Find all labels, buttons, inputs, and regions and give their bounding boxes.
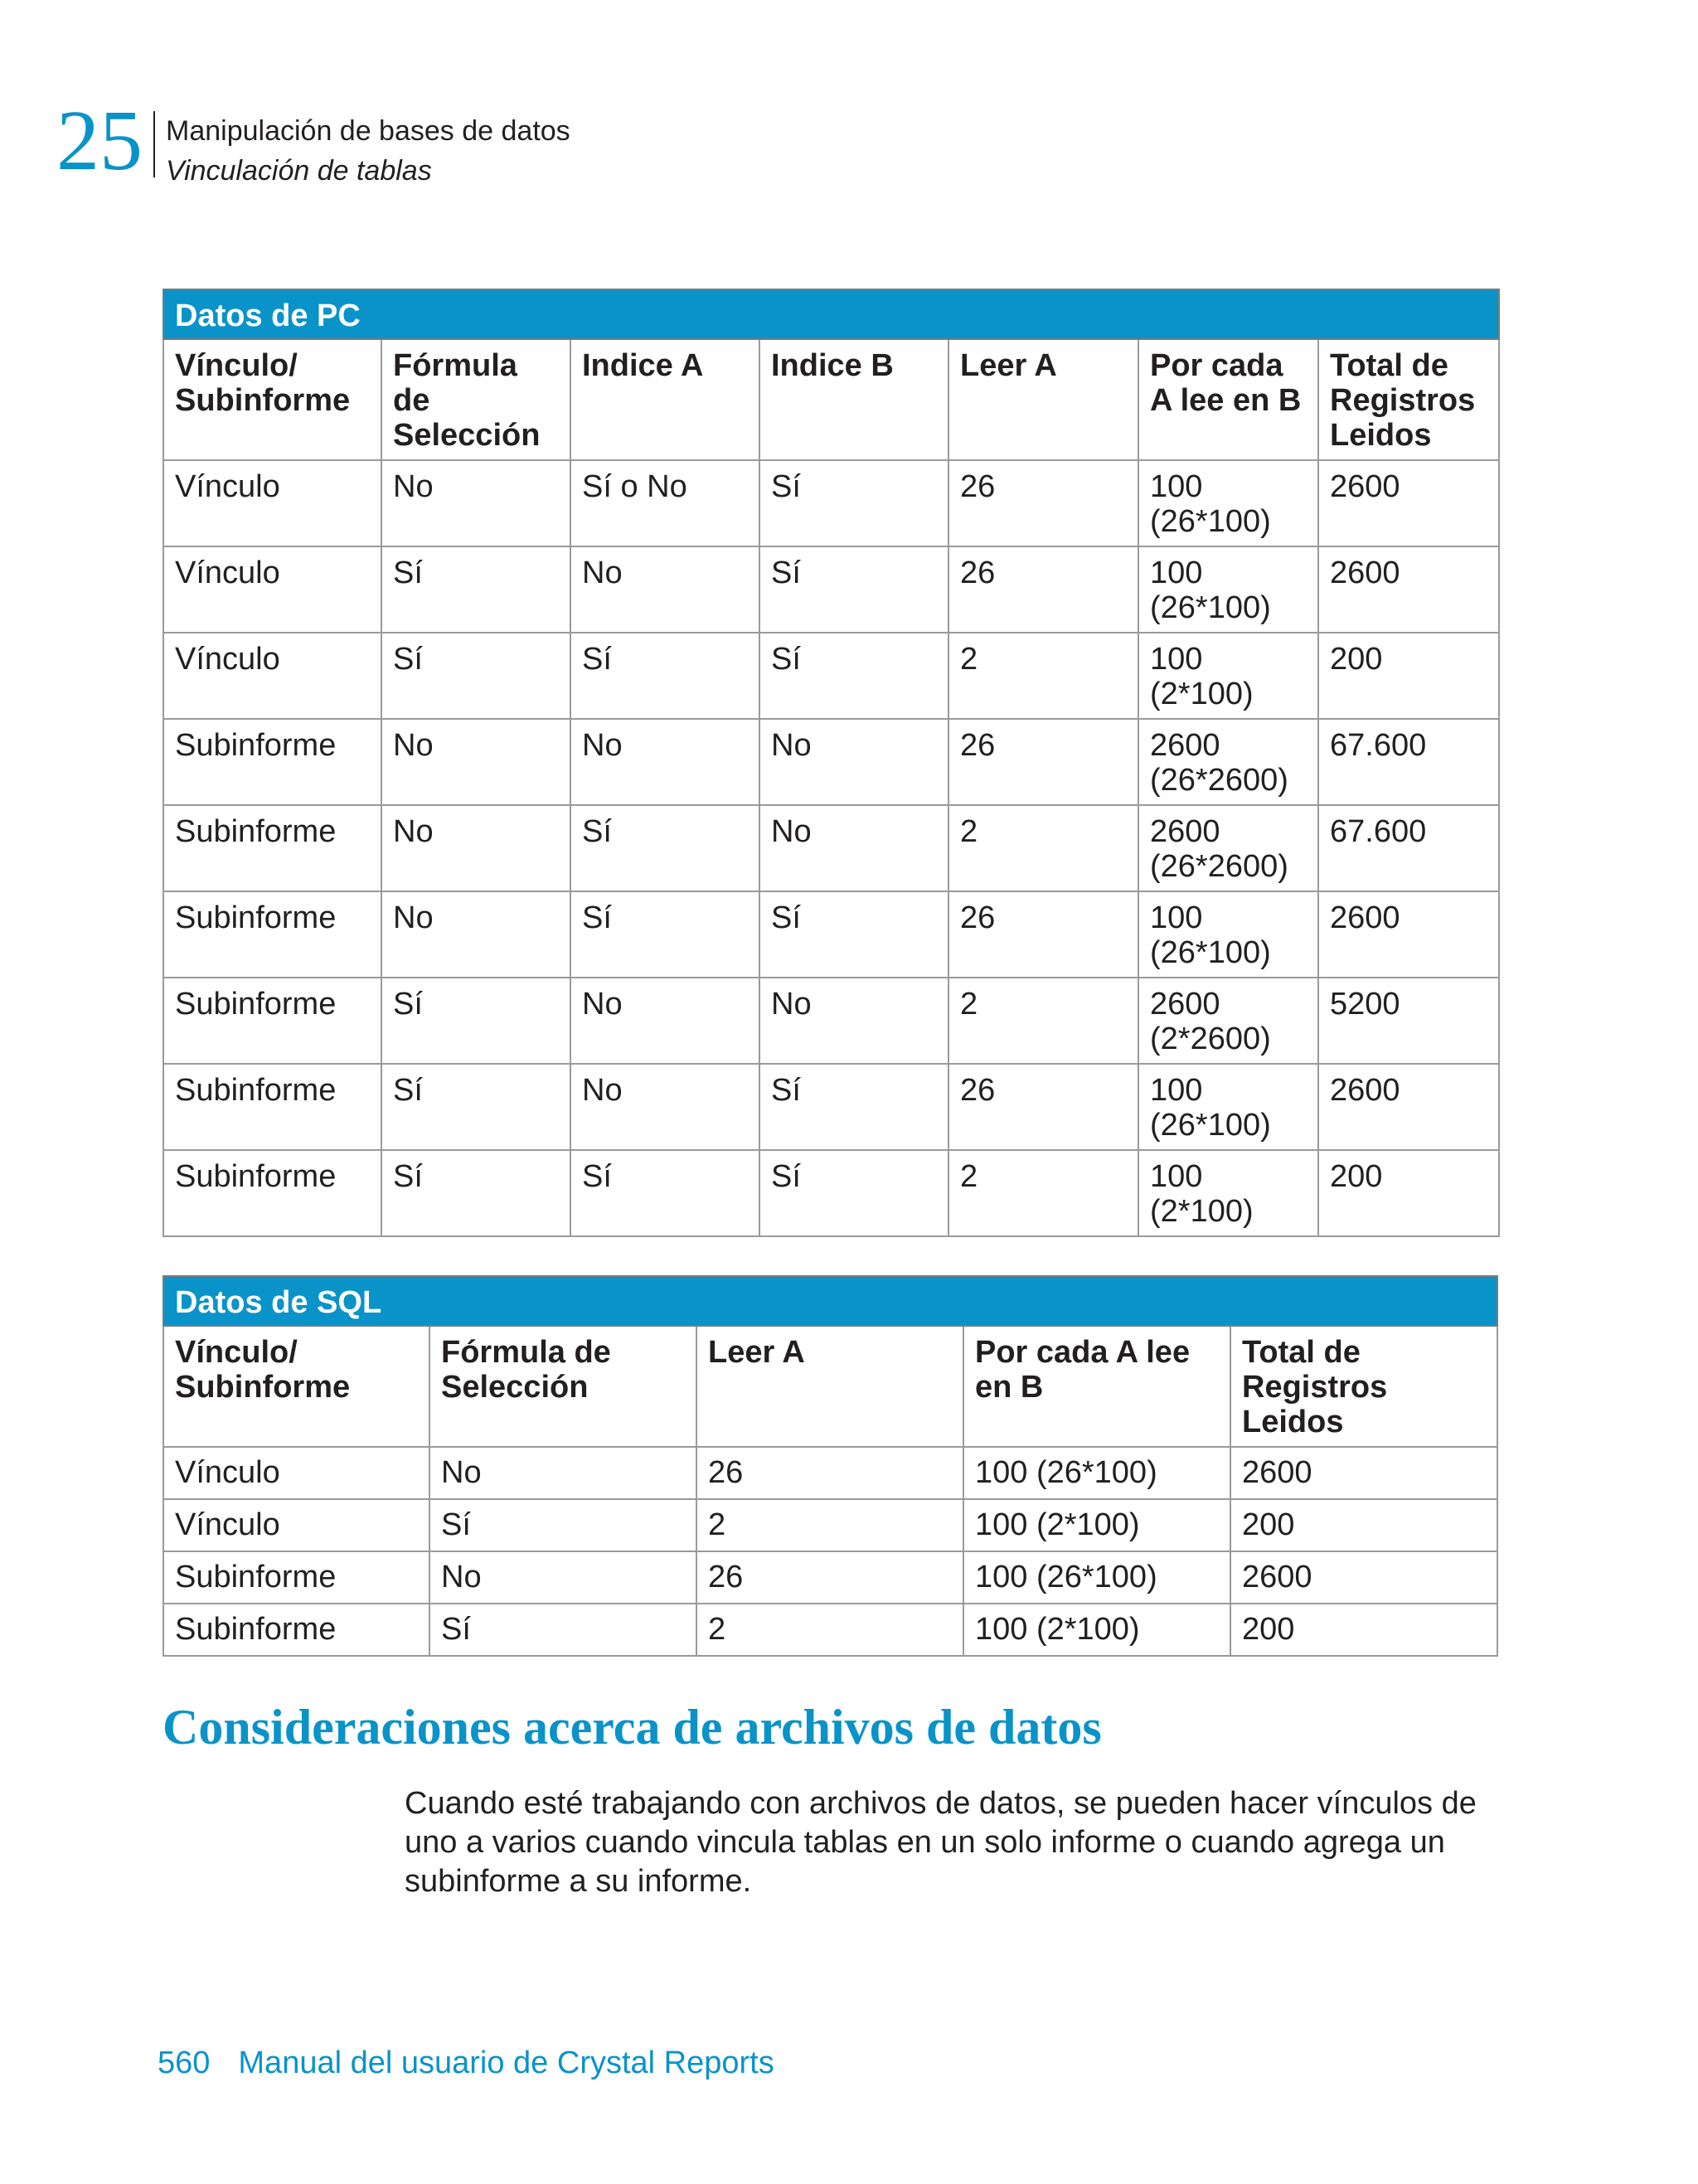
table-cell: 2600 <box>1318 891 1499 978</box>
table-cell: No <box>381 891 570 978</box>
table-cell: 2600 <box>1318 1064 1499 1150</box>
table-title-row <box>163 289 1499 339</box>
table-cell: Sí <box>759 891 948 978</box>
table-row <box>163 460 1499 546</box>
column-header: Por cada A lee en B <box>1138 339 1318 460</box>
section-heading: Consideraciones acerca de archivos de datos <box>163 1700 1102 1754</box>
column-header: Total de Registros Leidos <box>1318 339 1499 460</box>
table-cell: Subinforme <box>163 805 381 891</box>
table-cell: Subinforme <box>163 719 381 805</box>
table-cell: Vínculo <box>163 633 381 719</box>
table-cell: Sí <box>429 1499 696 1551</box>
table-cell: No <box>381 460 570 546</box>
table-cell: Sí <box>759 1064 948 1150</box>
table-cell: No <box>759 978 948 1064</box>
table-cell: 2 <box>948 1150 1138 1236</box>
table-cell: Sí <box>759 1150 948 1236</box>
table-cell: 100 (26*100) <box>1138 546 1318 633</box>
table-cell: 26 <box>696 1447 963 1499</box>
page-footer <box>158 2043 774 2083</box>
table-cell: Subinforme <box>163 978 381 1064</box>
table-cell: 200 <box>1318 1150 1499 1236</box>
table-cell: 67.600 <box>1318 805 1499 891</box>
table-cell: Vínculo <box>163 460 381 546</box>
table-cell: 26 <box>948 719 1138 805</box>
table-title-row <box>163 1276 1497 1326</box>
table-cell: Sí <box>759 633 948 719</box>
column-header: Leer A <box>696 1326 963 1447</box>
table-cell: 2 <box>948 805 1138 891</box>
table-cell: 5200 <box>1318 978 1499 1064</box>
table-cell: Sí <box>570 1150 759 1236</box>
table-row <box>163 1447 1497 1499</box>
table-row <box>163 978 1499 1064</box>
table-title: Datos de SQL <box>163 1276 1497 1326</box>
table-cell: Sí <box>381 1150 570 1236</box>
table-cell: Vínculo <box>163 546 381 633</box>
table-cell: 2600 (26*2600) <box>1138 719 1318 805</box>
table-cell: 100 (26*100) <box>963 1447 1230 1499</box>
table-row <box>163 1064 1499 1150</box>
table-cell: No <box>381 719 570 805</box>
table-cell: No <box>570 1064 759 1150</box>
column-header: Fórmula de Selección <box>381 339 570 460</box>
table-cell: No <box>759 719 948 805</box>
table-cell: No <box>570 719 759 805</box>
table-cell: Subinforme <box>163 1551 429 1604</box>
page-number: 560 <box>158 2046 211 2080</box>
column-header: Fórmula de Selección <box>429 1326 696 1447</box>
table-cell: Subinforme <box>163 891 381 978</box>
table-cell: 2600 <box>1318 546 1499 633</box>
table-cell: 2 <box>696 1604 963 1656</box>
table-row <box>163 1499 1497 1551</box>
table-row <box>163 1551 1497 1604</box>
table-cell: Sí <box>570 633 759 719</box>
table-cell: 100 (2*100) <box>1138 633 1318 719</box>
table-cell: Subinforme <box>163 1150 381 1236</box>
section-title: Vinculación de tablas <box>166 155 432 187</box>
table-cell: No <box>759 805 948 891</box>
table-row <box>163 546 1499 633</box>
chapter-title: Manipulación de bases de datos <box>166 115 570 147</box>
table-cell: 100 (26*100) <box>1138 891 1318 978</box>
column-header: Por cada A lee en B <box>963 1326 1230 1447</box>
table-cell: Sí <box>759 460 948 546</box>
table-cell: 26 <box>948 546 1138 633</box>
table-cell: 67.600 <box>1318 719 1499 805</box>
column-header: Total de Registros Leidos <box>1230 1326 1497 1447</box>
table-cell: 100 (26*100) <box>1138 1064 1318 1150</box>
table-cell: 100 (26*100) <box>963 1551 1230 1604</box>
body-paragraph: Cuando esté trabajando con archivos de datos, se pueden hacer vínculos de uno a varios cuando vincula tablas en un solo informe o cuando agrega un subinforme a su informe. <box>405 1786 1477 1899</box>
table-cell: Sí <box>429 1604 696 1656</box>
table-cell: No <box>429 1551 696 1604</box>
table-cell: Vínculo <box>163 1499 429 1551</box>
table-cell: 2 <box>696 1499 963 1551</box>
table-cell: No <box>570 546 759 633</box>
table-cell: 26 <box>948 891 1138 978</box>
table-row <box>163 1604 1497 1656</box>
table-row <box>163 633 1499 719</box>
table-cell: 200 <box>1230 1604 1497 1656</box>
table-cell: 100 (2*100) <box>963 1499 1230 1551</box>
table-cell: No <box>381 805 570 891</box>
table-cell: 2600 <box>1318 460 1499 546</box>
table-cell: No <box>429 1447 696 1499</box>
table-cell: 100 (26*100) <box>1138 460 1318 546</box>
table-header-row <box>163 1326 1497 1447</box>
table-cell: 200 <box>1318 633 1499 719</box>
table-cell: 26 <box>948 460 1138 546</box>
table-row <box>163 805 1499 891</box>
table-row <box>163 719 1499 805</box>
table-cell: Sí o No <box>570 460 759 546</box>
table-cell: Sí <box>381 633 570 719</box>
table-cell: 100 (2*100) <box>1138 1150 1318 1236</box>
table-cell: 2600 (26*2600) <box>1138 805 1318 891</box>
table-cell: 2600 (2*2600) <box>1138 978 1318 1064</box>
manual-title: Manual del usuario de Crystal Reports <box>238 2046 774 2080</box>
table-cell: 2600 <box>1230 1551 1497 1604</box>
table-cell: 2600 <box>1230 1447 1497 1499</box>
table-cell: Sí <box>381 1064 570 1150</box>
table-cell: 2 <box>948 978 1138 1064</box>
column-header: Indice B <box>759 339 948 460</box>
table-cell: Sí <box>381 978 570 1064</box>
table-header-row <box>163 339 1499 460</box>
table-row <box>163 891 1499 978</box>
table-cell: 26 <box>948 1064 1138 1150</box>
table-cell: 200 <box>1230 1499 1497 1551</box>
table-cell: 100 (2*100) <box>963 1604 1230 1656</box>
table-cell: No <box>570 978 759 1064</box>
pc-data-table <box>163 289 1500 1237</box>
sql-data-table <box>163 1275 1498 1657</box>
column-header: Leer A <box>948 339 1138 460</box>
chapter-number: 25 <box>56 93 143 188</box>
table-cell: Sí <box>381 546 570 633</box>
header-divider <box>153 111 155 177</box>
running-header <box>166 111 570 191</box>
table-row <box>163 1150 1499 1236</box>
table-cell: 26 <box>696 1551 963 1604</box>
table-cell: Subinforme <box>163 1604 429 1656</box>
table-title: Datos de PC <box>163 289 1499 339</box>
column-header: Indice A <box>570 339 759 460</box>
table-cell: 2 <box>948 633 1138 719</box>
table-cell: Sí <box>570 805 759 891</box>
table-cell: Subinforme <box>163 1064 381 1150</box>
table-cell: Sí <box>759 546 948 633</box>
table-cell: Vínculo <box>163 1447 429 1499</box>
column-header: Vínculo/ Subinforme <box>163 339 381 460</box>
column-header: Vínculo/ Subinforme <box>163 1326 429 1447</box>
table-cell: Sí <box>570 891 759 978</box>
